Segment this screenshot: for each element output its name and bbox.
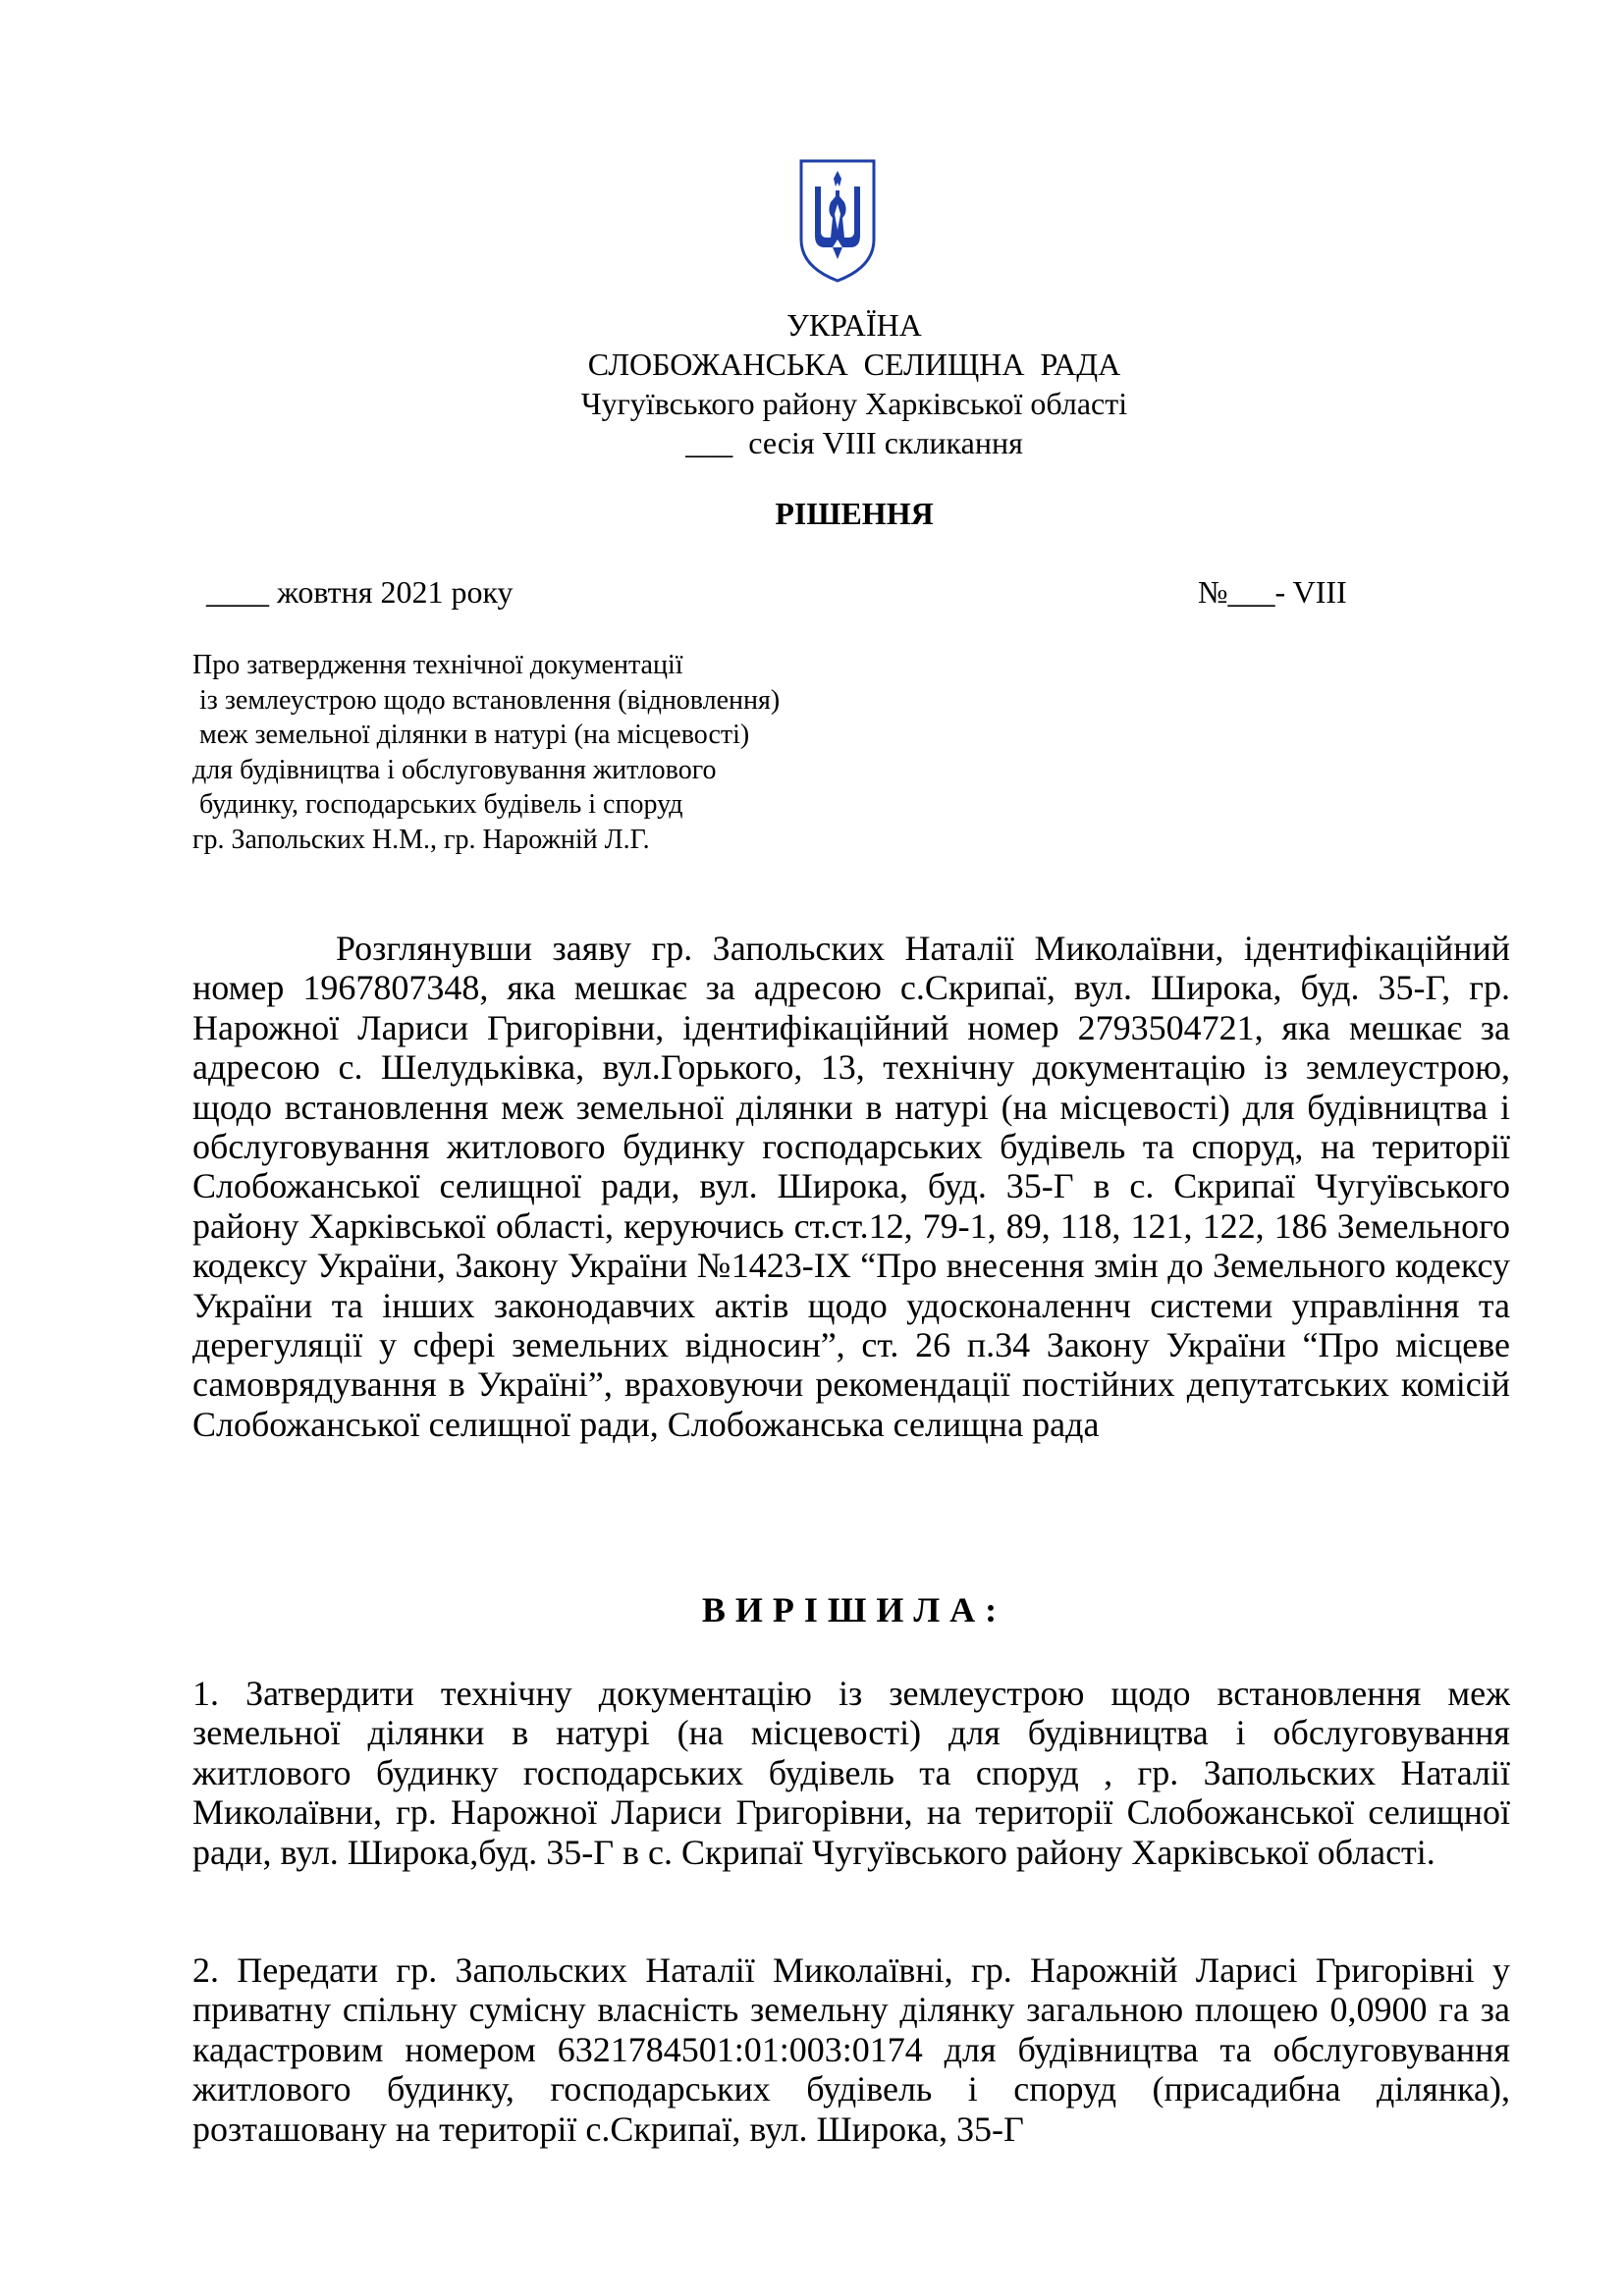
decision-title: РІШЕННЯ: [775, 496, 934, 531]
district-name: Чугуївського району Харківської області: [580, 386, 1128, 421]
subject-line: Про затвердження технічної документації: [192, 650, 683, 680]
decision-date: ____ жовтня 2021 року: [206, 574, 514, 610]
preamble-paragraph: Розглянувши заяву гр. Запольских Наталії Миколаївни, ідентифікаційний номер 1967807348, яка мешкає за адресою с.Скрипаї, вул. Широка, буд. 35-Г, гр. Нарожної Лариси Григорівни, ідентифікаційний номер 2793504721, яка мешкає за адресою с. Шелудьківка, вул.Горького, 13, технічну документацію із землеустрою, щодо встановлення меж земельної ділянки в натурі (на місцевості) для будівництва і обслуговування житлового будинку господарських будівель та споруд, на території Слобожанської селищної ради, вул. Широка, буд. 35-Г в с. Скрипаї Чугуївського району Харківської області, керуючись ст.ст.12, 79-1, 89, 118, 121, 122, 186 Земельного кодексу України, Закону України №1423-IX “Про внесення змін до Земельного кодексу України та інших законодавчих актів щодо удосконаленнч системи управління та дерегуляції у сфері земельних відносин”, ст. 26 п.34 Закону України “Про місцеве самоврядування в Україні”, враховуючи рекомендації постійних депутатських комісій Слобожанської селищної ради, Слобожанська селищна рада: [192, 929, 1510, 1444]
coat-of-arms-of-ukraine-icon: [793, 157, 882, 285]
resolution-point-1: 1. Затвердити технічну документацію із землеустрою щодо встановлення меж земельної ділянки в натурі (на місцевості) для будівництва і обслуговування житлового будинку господарських будівель та споруд , гр. Запольских Наталії Миколаївни, гр. Нарожної Лариси Григорівни, на території Слобожанської селищної ради, вул. Широка,буд. 35-Г в с. Скрипаї Чугуївського району Харківської області.: [192, 1674, 1510, 1872]
session-line: ___ сесія VIII скликання: [685, 425, 1023, 460]
subject-line: будинку, господарських будівель і споруд: [192, 789, 683, 820]
decision-number: №___- VIII: [1198, 574, 1347, 610]
subject-line: для будівництва і обслуговування житлового: [192, 754, 717, 785]
subject-line: гр. Запольских Н.М., гр. Нарожній Л.Г.: [192, 824, 650, 855]
subject-line: меж земельної ділянки в натурі (на місцевості): [192, 720, 750, 750]
resolved-heading: ВИРІШИЛА:: [701, 1590, 1007, 1629]
country-name: УКРАЇНА: [786, 307, 922, 343]
decision-subject: [192, 648, 780, 857]
subject-line: із землеустрою щодо встановлення (відновлення): [192, 684, 781, 716]
resolution-point-2: 2. Передати гр. Запольских Наталії Миколаївні, гр. Нарожній Ларисі Григорівні у приватну спільну сумісну власність земельну ділянку загальною площею 0,0900 га за кадастровим номером 6321784501:01:003:0174 для будівництва та обслуговування житлового будинку, господарських будівель і споруд (присадибна ділянка), розташовану на території с.Скрипаї, вул. Широка, 35-Г: [192, 1950, 1510, 2149]
council-name: СЛОБОЖАНСЬКА СЕЛИЩНА РАДА: [587, 347, 1121, 382]
